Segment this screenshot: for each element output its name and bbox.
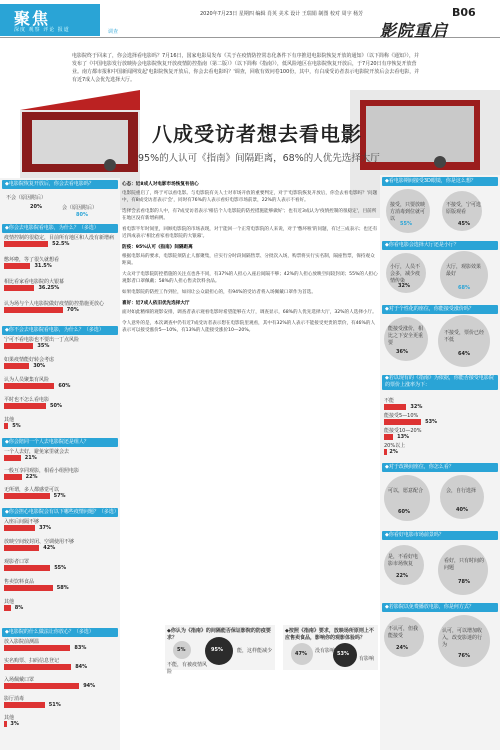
footer-survey-2	[283, 625, 378, 670]
bar-label: 认为场与个人电影院做好疫情防控措施更放心	[4, 301, 105, 307]
bar-percent: 8%	[14, 605, 24, 611]
bar-percent: 60%	[58, 383, 71, 389]
answer-percent: 78%	[458, 579, 470, 585]
answer-label: 没有影响	[315, 648, 336, 654]
answer-percent: 76%	[458, 653, 470, 659]
bar-list	[0, 336, 120, 446]
bar-list	[380, 397, 500, 457]
bar	[4, 645, 70, 651]
bar-percent: 5%	[12, 423, 21, 429]
answer-label: 认可，可以增加收入，改变影迷的行为	[442, 628, 483, 648]
survey-question-title: ◆看电影期间接受3D眼镜，你是这么想？	[382, 177, 498, 186]
page-number: B06	[452, 6, 476, 19]
answer-percent: 5%	[177, 647, 186, 653]
survey-question-title: ◆电影院的什么做法让你放心？（多选）	[2, 628, 118, 637]
bar-percent: 70%	[66, 307, 79, 313]
answer-percent: 45%	[458, 221, 470, 227]
bar-label: 不能	[384, 398, 395, 404]
headline: 八成受访者想去看电影	[152, 122, 362, 146]
bar-label: 一般互享同观影，相看小组照电影	[4, 468, 80, 474]
answer-percent: 60%	[398, 509, 410, 515]
bar-label: 20%以上	[384, 443, 406, 449]
bar-percent: 55%	[54, 565, 67, 571]
paragraph: 面对如此精细的观影安排，调查者表示观看电影时希望能够在大厅，调查显示，68%的人优先选择大厅，32%的人选择小厅。	[122, 310, 377, 315]
bar-label: 能接受10—20%	[384, 428, 422, 434]
bar-label: 入场佩戴口罩	[4, 677, 35, 683]
answer-label: 会（原因附后）	[62, 205, 98, 211]
bar-label: 无所谓，多人都感觉可以	[4, 487, 60, 493]
bar-percent: 51%	[48, 702, 61, 708]
bar	[384, 419, 421, 425]
paragraph: 看电影半年时间里，回顾电影院的市场表现，对于能回一个正常电影院的人来说，对于'憋坏啦'的问题，有过三成表示；也还有近四成表示'相比看家看电影院的大银幕'。	[122, 227, 378, 239]
answer-percent: 40%	[456, 507, 468, 513]
bar	[4, 585, 53, 591]
answer-percent: 47%	[295, 651, 307, 657]
bar	[4, 565, 50, 571]
bar	[4, 241, 48, 247]
bar-label: 平时也不怎么看电影	[4, 397, 50, 403]
answer-label: 可以，愿意配合	[388, 488, 424, 494]
answer-percent: 68%	[458, 285, 470, 291]
brand-block	[0, 4, 100, 36]
bar-percent: 83%	[74, 645, 87, 651]
bar	[4, 423, 8, 429]
bar-label: 一个人去好，避免家里就会去	[4, 449, 70, 455]
answer-label: 接受，只要放映方消毒到位就可以	[390, 202, 426, 222]
bar-label: 相比看家看电影院的大银幕	[4, 279, 65, 285]
answer-percent: 64%	[458, 351, 470, 357]
paragraph: 选择会去看电影的人中，有7成受访者表示'相信个人电影院的防控措施能够做好'；也有近3成认为'疫情控制的很稳定'，目前所在地区没有新增病例。	[122, 209, 377, 221]
answer-label: 不接受，票价已经不低	[444, 330, 485, 343]
survey-question-title: ◆电影院恢复开放后，你会去看电影吗？	[2, 180, 118, 189]
section-heading: 喜好：近7成人依旧优先选择大厅	[122, 301, 190, 306]
paragraph: 电影院重启了，终于可以看电影。与电影院有关人士对市场开放的重要判定，对于'电影院恢复开放后，你会去看电影吗？'问题中，有8成受访者表示'会'，同时有76%的人表示看好电影市场前景，22%的人表示不看好。	[122, 191, 378, 203]
answer-label: 大厅，观影效果最好	[446, 264, 482, 277]
bar	[4, 664, 71, 670]
answer-percent: 32%	[398, 283, 410, 289]
survey-question-title: ◆若影院以免费播放电影，你是何方式？	[382, 603, 498, 612]
survey-question-title: ◆对于改换间座位，你怎么看？	[382, 463, 498, 472]
bar-label: 售卖饮料食品	[4, 579, 35, 585]
bar-list	[0, 518, 120, 618]
answer-percent: 20%	[30, 204, 42, 210]
answer-label: 能接受涨价，相比之下安全更重要	[388, 326, 424, 346]
bar	[4, 525, 35, 531]
bar-percent: 50%	[50, 403, 62, 409]
bar	[4, 363, 29, 369]
article-body	[122, 178, 378, 618]
answer-label: 会，自行选择	[446, 488, 477, 494]
bar-list	[0, 638, 120, 738]
bar-percent: 30%	[33, 363, 46, 369]
answer-percent: 36%	[396, 349, 408, 355]
paragraph: 如果电影院的防控工作到位，如同让公众最担心的，有94%的受访者将入场佩戴口罩作为首选。	[122, 290, 316, 295]
bar-label: 其他	[4, 599, 15, 605]
bar-percent: 37%	[39, 525, 52, 531]
survey-question-title: ◆你会去电影院看电影，为什么？（多选）	[2, 224, 118, 233]
bar-percent: 3%	[10, 721, 19, 727]
bar	[384, 434, 393, 440]
masthead	[0, 0, 500, 38]
section-title: 影院重启	[380, 21, 449, 40]
bar-label: 放映空间较封闭、空调使用不够	[4, 539, 75, 545]
footer-survey-1	[165, 625, 275, 675]
bar-percent: 52.5%	[52, 241, 70, 247]
bar-percent: 21%	[24, 455, 37, 461]
bar-percent: 84%	[75, 664, 88, 670]
answer-percent: 24%	[396, 645, 408, 651]
bar	[4, 721, 7, 727]
survey-question-title: ◆你看电影会选择大厅还是小厅？	[382, 241, 498, 250]
lead-paragraph: 电影院终于回来了，你会选择看电影吗？7月16日，国家电影局发布《关于在疫情防控常态化条件下有序推进电影院恢复开放的通知》（以下简称《通知》），并发布了《中国电影发行放映协会电影院恢复开放疫情防控指南（第二版）》（以下简称《指南》），低风险地区在电影院恢复开放后，于7月20日有序恢复开放营业。南方都市报和中国新闻网发起'电影院恢复开放后，你会去看电影吗？'调查，回收有效问卷100份，其中，有白成受访者表示电影院开放后会去看电影，并有近7成人会优先选择大厅。	[72, 53, 420, 83]
left-survey-column	[0, 178, 120, 750]
answer-label: 不能，有被疫情风险	[167, 662, 208, 675]
bar	[4, 403, 46, 409]
issue-line: 2020年7月23日 星期四 编辑 肖英 美术 设计 王瑞娟 制图 校对 周宇 杨芳	[200, 11, 364, 17]
answer-label: 有影响	[359, 656, 375, 662]
answer-percent: 80%	[76, 212, 88, 218]
bar-label: 如果疫情能好转会考虑	[4, 357, 55, 363]
bar-percent: 94%	[83, 683, 96, 689]
bar-label: 实名购票、扫码信息登记	[4, 658, 60, 664]
answer-percent: 95%	[211, 647, 223, 653]
bar	[4, 285, 34, 291]
bar	[4, 455, 21, 461]
survey-question-title: ◆你不会去电影院看电影，为什么？（多选）	[2, 326, 118, 335]
bar	[4, 307, 63, 313]
bar-label: 其他	[4, 417, 15, 423]
answer-percent: 22%	[396, 573, 408, 579]
bar-list	[0, 234, 120, 324]
section-heading: 防疫：95%认可《指南》间隔距离	[122, 245, 193, 250]
paragraph: 大众对于电影院防控措施的关注点也各不同，有37%的人担心入座后间隔不够；42%的人担心放映空间较封闭；55%的人担心观影者口罩佩戴；58%的人担心售卖饮料食品。	[122, 272, 378, 284]
subheadline: 95%的人认可《指南》间隔距离，68%的人优先选择大厅	[138, 153, 380, 164]
bar	[4, 702, 45, 708]
answer-label: 能，这样能减少	[237, 648, 273, 654]
bar	[4, 493, 50, 499]
answer-label: 不认可，但我能接受	[388, 626, 419, 639]
bar	[4, 343, 33, 349]
bar-percent: 53%	[425, 419, 438, 425]
bar-label: 能接受5—10%	[384, 413, 419, 419]
bar-percent: 2%	[389, 449, 398, 455]
bar-label: 宁可不看电影也不要出一丁点风险	[4, 337, 80, 343]
bar	[384, 404, 406, 410]
bar	[4, 474, 22, 480]
bar	[4, 263, 30, 269]
bar-label: 放入影院前测温	[4, 639, 40, 645]
brand-title: 聚焦	[14, 9, 51, 28]
answer-label: 小厅，人员不会多，减少疫情传染	[390, 264, 421, 284]
bar-label: 其他	[4, 715, 15, 721]
bar-percent: 58%	[56, 585, 69, 591]
bar	[384, 449, 387, 455]
survey-question-title: ◆对于个性化的座位，你能接受涨价吗？	[382, 305, 498, 314]
bar-percent: 42%	[43, 545, 56, 551]
survey-question-title: ◆你看好电影市场前景吗？	[382, 531, 498, 540]
survey-question-title: ◆若以现有的《指南》为依据，你能否接受电影院的票价上涨率为下：	[382, 375, 498, 390]
bar	[4, 545, 39, 551]
bar	[4, 683, 79, 689]
bar-percent: 31.5%	[34, 263, 52, 269]
survey-question-title: ◆你会担心电影院会有以下哪些疫情问题？（多选）	[2, 508, 118, 517]
bar-list	[0, 448, 120, 508]
answer-label: 是，不看好电影市场恢复	[388, 554, 419, 567]
answer-percent: 53%	[337, 651, 349, 657]
bar-percent: 36.25%	[38, 285, 60, 291]
bar-label: 入座后间隔不够	[4, 519, 40, 525]
section-tag: 调查	[108, 29, 119, 35]
answer-label: 不会（原因附后）	[6, 195, 47, 201]
bar-label: 观影者口罩	[4, 559, 30, 565]
bar-percent: 35%	[37, 343, 50, 349]
bar-percent: 32%	[410, 404, 423, 410]
bar	[4, 605, 11, 611]
brand-subtitle: 深度 观察 评论 报道	[14, 27, 70, 33]
bar-percent: 22%	[25, 474, 38, 480]
answer-percent: 55%	[400, 221, 412, 227]
bar-percent: 13%	[397, 434, 410, 440]
right-survey-column	[380, 175, 500, 750]
answer-label: 不接受，宁可选原版观看	[446, 202, 482, 215]
survey-question-title: ◆你认为《指南》的间隔能否保证影院的防疫要求？	[167, 628, 271, 641]
answer-label: 看好，只有时间的问题	[444, 558, 485, 571]
survey-question-title: ◆你会陪同一个人去电影院还是组人？	[2, 438, 118, 447]
bar-label: 影厅消毒	[4, 696, 25, 702]
bar-label: 认为人员聚集有风险	[4, 377, 50, 383]
paragraph: 根据电影局的要求，电影院须防止人群聚集，应实行分时段间隔售票、分批次入场，购票将实行实名制，隔座售票，保持观众距离。	[122, 254, 375, 266]
section-heading: 心态：近8成人对电影市场恢复有信心	[122, 182, 199, 187]
bar-label: 憋坏啦，等了很久就想看	[4, 257, 60, 263]
paragraph: 令人意外的是，本次调查中仍有近7成受访者表示想在电影院里观看，其中有32%的人表示不能接受更贵的票价，有46%的人表示可以接受涨价5—10%，有13%的人能接受涨价10—20%。	[122, 321, 376, 333]
bar-percent: 57%	[53, 493, 66, 499]
bar-label: 疫情控制的很稳定，目前所有地区和人没有新增病	[4, 235, 115, 241]
bar	[4, 383, 54, 389]
survey-question-title: ◆按照《指南》要求，放映场所原则上不应售卖食品，影响你的观影体验吗？	[285, 628, 374, 641]
